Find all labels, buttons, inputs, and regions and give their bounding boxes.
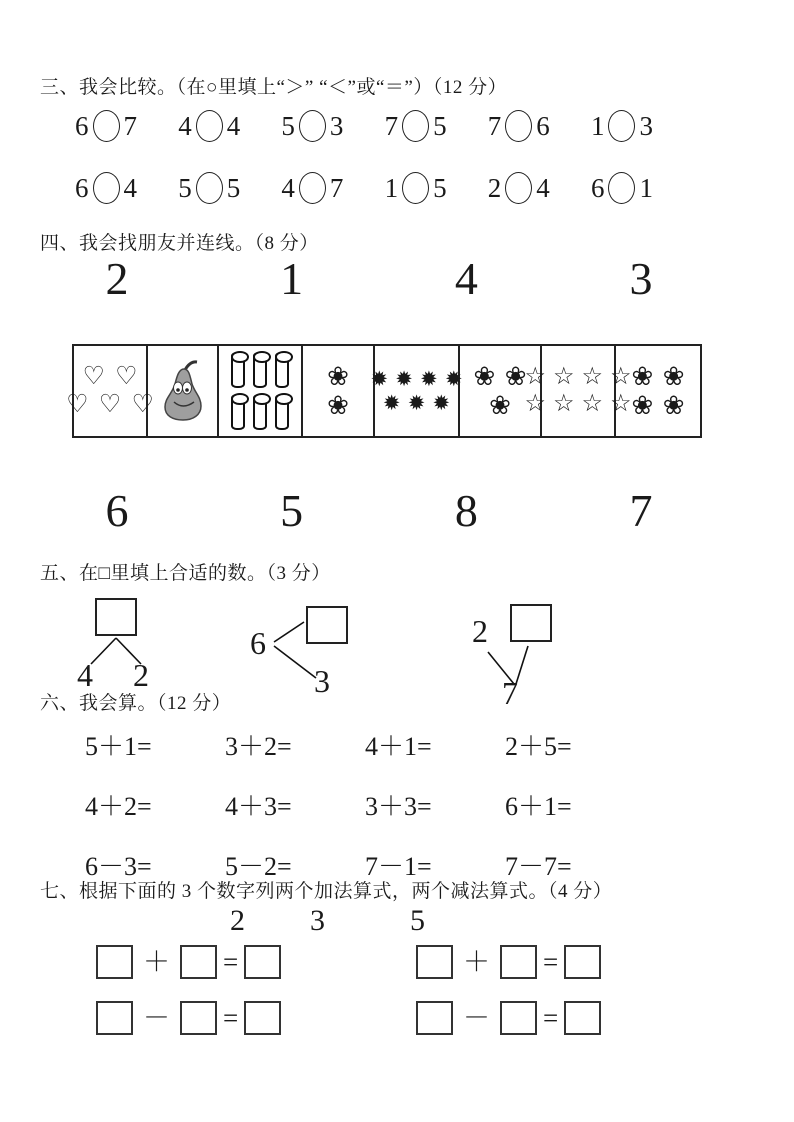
answer-circle[interactable] <box>608 172 635 204</box>
left-number: 6 <box>75 110 89 141</box>
addition-equation <box>416 944 601 980</box>
right-number: 5 <box>226 172 241 203</box>
picture-cell-cylinders[interactable] <box>219 346 303 436</box>
hearts-row: ♡ ♡ ♡ <box>66 390 154 418</box>
bond-number: 2 <box>133 657 149 693</box>
answer-box[interactable] <box>96 945 133 979</box>
comparison-item <box>591 172 653 204</box>
right-number: 1 <box>639 172 653 203</box>
answer-circle[interactable] <box>93 110 120 142</box>
section3-title: 三、我会比较。（在○里填上“＞” “＜”或“＝”）（12 分） <box>40 77 508 98</box>
left-number: 1 <box>590 110 605 141</box>
calc-problem: 6－3= <box>85 852 152 881</box>
answer-box[interactable] <box>416 1001 453 1035</box>
cylinders-row <box>231 394 289 430</box>
right-number: 3 <box>329 110 344 141</box>
comparison-item <box>75 110 137 142</box>
answer-circle[interactable] <box>196 172 223 204</box>
calc-problem: 4＋1= <box>365 732 432 761</box>
bond-number: 2 <box>472 613 488 649</box>
right-number: 6 <box>536 110 550 141</box>
calc-problem: 4＋2= <box>85 792 152 821</box>
given-number: 3 <box>310 904 325 937</box>
match-number[interactable]: 2 <box>105 253 129 304</box>
picture-cell-flowers-2[interactable] <box>303 346 375 436</box>
left-number: 7 <box>384 110 399 141</box>
section4-title: 四、我会找朋友并连线。（8 分） <box>40 233 319 254</box>
comparison-item <box>591 110 653 142</box>
comparison-item <box>178 172 240 204</box>
left-number: 4 <box>281 172 295 203</box>
flowers-row: ❀ ❀ <box>631 390 685 420</box>
minus-operator: － <box>143 1003 170 1033</box>
match-bottom-numbers <box>95 486 663 536</box>
right-number: 4 <box>226 110 241 141</box>
equals-operator: = <box>543 947 559 977</box>
given-number: 5 <box>410 904 425 937</box>
answer-box[interactable] <box>96 1001 133 1035</box>
bursts-row: ✹ ✹ ✹ <box>382 390 451 415</box>
bond-number: 7 <box>502 675 518 711</box>
given-number: 2 <box>230 904 245 937</box>
comparison-item <box>281 110 343 142</box>
calc-problem: 5－2= <box>225 852 292 881</box>
answer-box[interactable] <box>500 945 537 979</box>
answer-box[interactable] <box>564 1001 601 1035</box>
answer-circle[interactable] <box>93 172 120 204</box>
answer-circle[interactable] <box>505 110 532 142</box>
subtraction-equation <box>96 1000 281 1036</box>
answer-box[interactable] <box>244 1001 281 1035</box>
answer-box[interactable] <box>564 945 601 979</box>
comparison-row-2 <box>75 172 653 204</box>
right-number: 5 <box>433 110 447 141</box>
left-number: 5 <box>281 110 295 141</box>
flowers-row: ❀ <box>327 362 349 392</box>
bursts-row: ✹ ✹ ✹ ✹ <box>370 367 463 392</box>
left-number: 2 <box>487 172 502 203</box>
answer-circle[interactable] <box>505 172 532 204</box>
match-top-numbers <box>95 254 663 304</box>
cylinder-icon <box>231 394 245 430</box>
number-bond-1 <box>75 596 185 701</box>
answer-box[interactable] <box>180 1001 217 1035</box>
answer-box[interactable] <box>244 945 281 979</box>
number-bond-3 <box>462 602 582 712</box>
stars-row: ☆ ☆ ☆ ☆ <box>524 364 632 391</box>
answer-circle[interactable] <box>196 110 223 142</box>
comparison-item <box>178 110 240 142</box>
minus-operator: － <box>463 1003 490 1033</box>
cylinder-icon <box>231 352 245 388</box>
calc-problem: 2＋5= <box>505 732 572 761</box>
calc-problem: 4＋3= <box>225 792 292 821</box>
left-number: 5 <box>178 172 192 203</box>
comparison-item <box>385 172 447 204</box>
flowers-row: ❀ <box>489 390 511 420</box>
match-number[interactable]: 5 <box>280 485 304 536</box>
cylinder-icon <box>275 394 289 430</box>
answer-box[interactable] <box>510 604 552 642</box>
cylinder-icon <box>253 352 267 388</box>
comparison-item <box>488 110 550 142</box>
comparison-item <box>488 172 550 204</box>
picture-table <box>66 344 702 438</box>
equals-operator: = <box>223 1003 239 1033</box>
plus-operator: ＋ <box>143 947 170 977</box>
hearts-row: ♡ ♡ <box>82 363 138 391</box>
equation-group-left <box>96 944 281 1056</box>
right-number: 4 <box>123 172 137 203</box>
answer-box[interactable] <box>416 945 453 979</box>
picture-cell-bursts[interactable] <box>370 346 463 436</box>
right-number: 4 <box>536 172 550 203</box>
answer-box[interactable] <box>95 598 137 636</box>
calc-problem: 7－1= <box>365 852 432 881</box>
comparison-item <box>281 172 343 204</box>
plus-operator: ＋ <box>463 947 490 977</box>
section7-title: 七、根据下面的 3 个数字列两个加法算式，两个减法算式。（4 分） <box>40 881 613 902</box>
answer-box[interactable] <box>306 606 348 644</box>
right-number: 7 <box>123 110 137 141</box>
section5-title: 五、在□里填上合适的数。（3 分） <box>40 563 331 584</box>
cylinders-row <box>231 352 289 388</box>
cylinder-icon <box>275 352 289 388</box>
flowers-row: ❀ ❀ <box>473 362 527 392</box>
answer-box[interactable] <box>500 1001 537 1035</box>
picture-cell-stars[interactable] <box>524 346 632 436</box>
match-number[interactable]: 4 <box>454 253 478 304</box>
equation-group-right <box>416 944 601 1056</box>
left-number: 1 <box>384 172 399 203</box>
answer-circle[interactable] <box>402 172 429 204</box>
answer-box[interactable] <box>180 945 217 979</box>
flowers-row: ❀ ❀ <box>631 362 685 392</box>
calc-problem: 3＋3= <box>365 792 432 821</box>
equals-operator: = <box>223 947 239 977</box>
calculation-grid <box>85 726 645 883</box>
calc-problem: 7－7= <box>505 852 572 881</box>
number-bond-2 <box>248 600 378 700</box>
bond-number: 6 <box>250 625 266 661</box>
section6-title: 六、我会算。（12 分） <box>40 693 232 714</box>
picture-cell-pear[interactable] <box>148 346 219 436</box>
match-number[interactable]: 1 <box>280 253 304 304</box>
flowers-row: ❀ <box>327 390 349 420</box>
equals-operator: = <box>543 1003 559 1033</box>
stars-row: ☆ ☆ ☆ ☆ <box>524 390 632 417</box>
left-number: 6 <box>75 172 89 203</box>
picture-cell-flowers-4[interactable] <box>616 346 700 436</box>
subtraction-equation <box>416 1000 601 1036</box>
answer-circle[interactable] <box>299 172 326 204</box>
calc-problem: 5＋1= <box>85 732 152 761</box>
left-number: 7 <box>487 110 502 141</box>
picture-cell-hearts[interactable] <box>66 346 154 436</box>
comparison-row-1 <box>75 110 653 142</box>
right-number: 7 <box>329 172 344 203</box>
right-number: 3 <box>639 110 653 141</box>
right-number: 5 <box>433 172 447 203</box>
left-number: 6 <box>590 172 605 203</box>
calc-problem: 6＋1= <box>505 792 572 821</box>
addition-equation <box>96 944 281 980</box>
comparison-item <box>75 172 137 204</box>
bond-number: 3 <box>314 663 330 699</box>
match-number[interactable]: 7 <box>629 485 653 536</box>
cylinder-icon <box>253 394 267 430</box>
match-number[interactable]: 3 <box>629 253 653 304</box>
comparison-item <box>385 110 447 142</box>
answer-circle[interactable] <box>608 110 635 142</box>
bond-number: 4 <box>77 657 93 693</box>
match-number[interactable]: 6 <box>105 485 129 536</box>
match-number[interactable]: 8 <box>454 485 478 536</box>
left-number: 4 <box>178 110 192 141</box>
pear-icon <box>156 359 210 423</box>
answer-circle[interactable] <box>402 110 429 142</box>
calc-problem: 3＋2= <box>225 732 292 761</box>
answer-circle[interactable] <box>299 110 326 142</box>
